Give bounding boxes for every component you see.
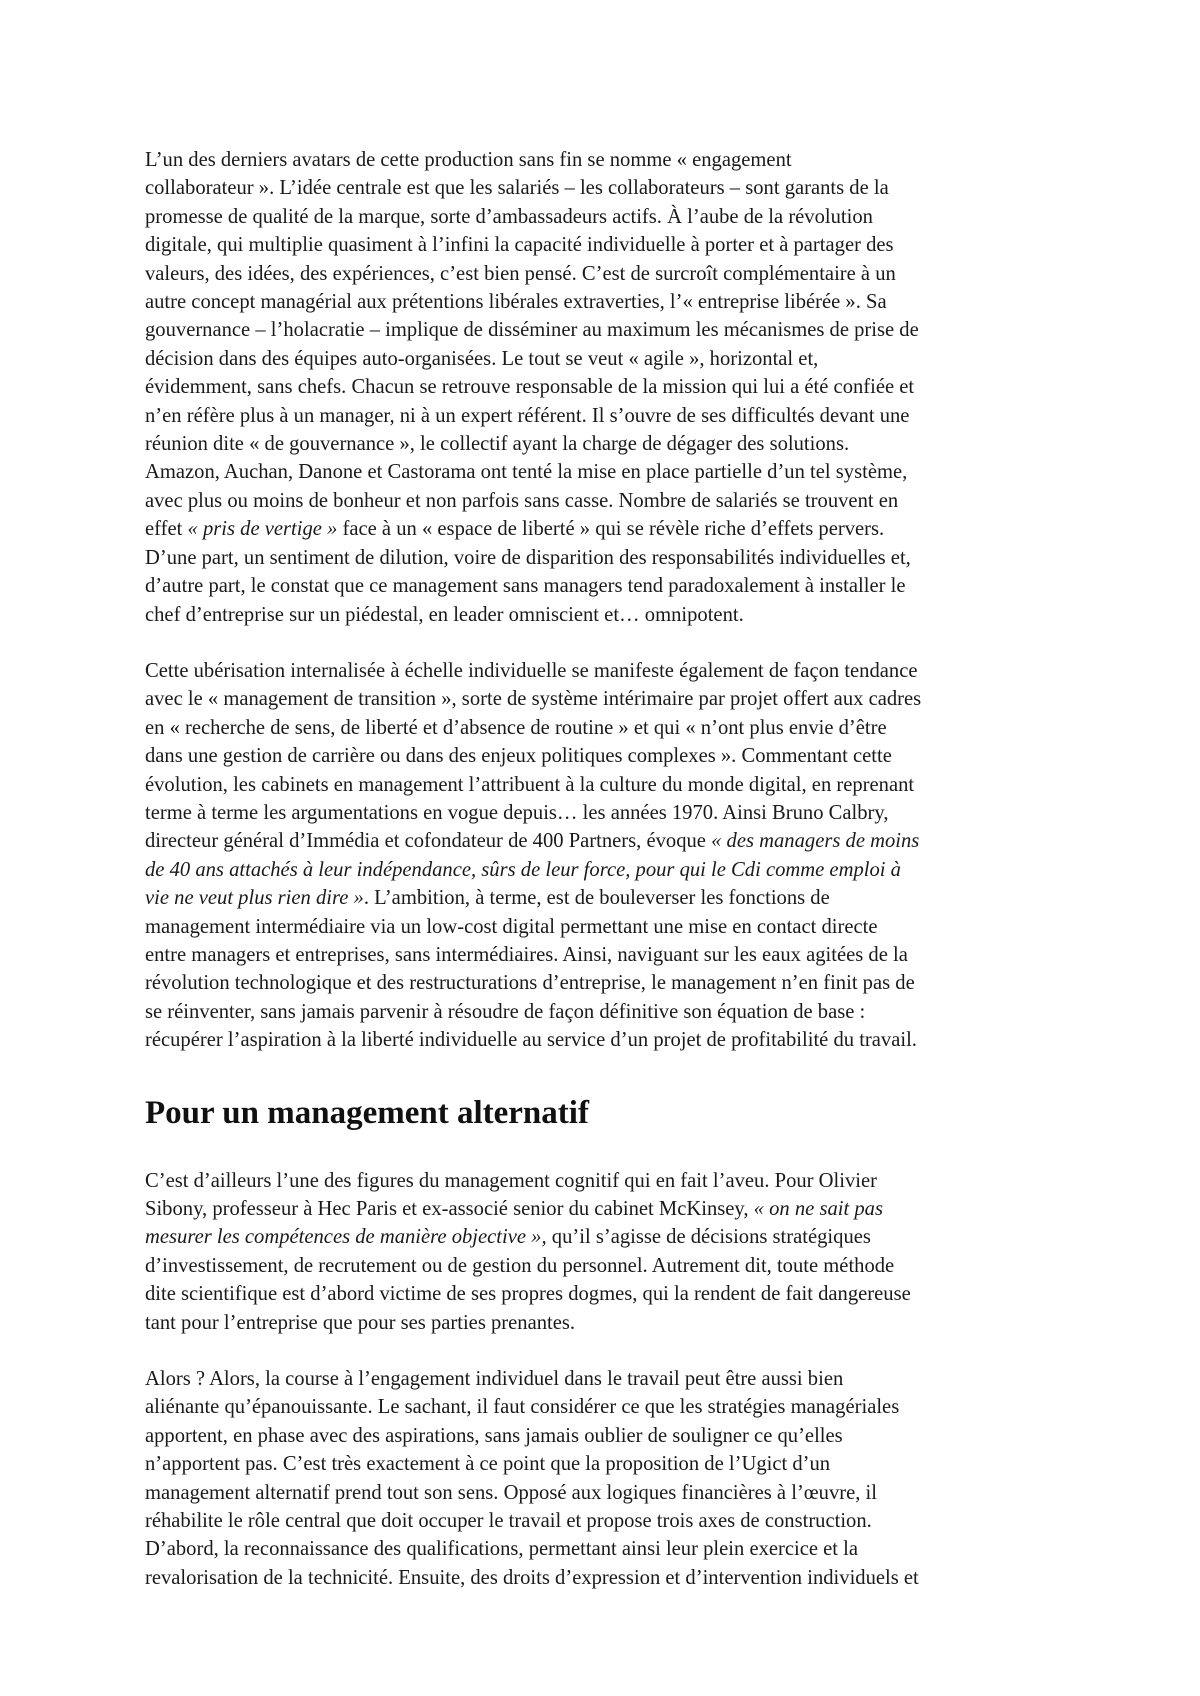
text-line [145, 601, 1067, 629]
document-page [145, 146, 1067, 1592]
text-run: entre managers et entreprises, sans intermédiaires. Ainsi, naviguant sur les eaux agitées de la [145, 943, 908, 966]
text-line [145, 969, 1067, 997]
text-run: Cette ubérisation internalisée à échelle individuelle se manifeste également de façon tendance [145, 659, 918, 682]
text-run: d’investissement, de recrutement ou de gestion du personnel. Autrement dit, toute méthode [145, 1254, 895, 1277]
quoted-text: « pris de vertige » [187, 518, 338, 541]
text-line [145, 998, 1067, 1026]
text-line [145, 1280, 1067, 1308]
quoted-text: « des managers de moins [711, 830, 920, 853]
text-run: réhabilite le rôle central que doit occuper le travail et propose trois axes de construction. [145, 1510, 872, 1533]
text-run: avec plus ou moins de bonheur et non parfois sans casse. Nombre de salariés se trouvent en [145, 489, 899, 512]
text-line [145, 345, 1067, 373]
text-line [145, 1564, 1067, 1592]
text-run: valeurs, des idées, des expériences, c’est bien pensé. C’est de surcroît complémentaire à un [145, 262, 896, 285]
text-line [145, 799, 1067, 827]
text-line [145, 1535, 1067, 1563]
text-line [145, 316, 1067, 344]
text-run: avec le « management de transition », sorte de système intérimaire par projet offert aux cadres [145, 688, 922, 711]
text-run: management alternatif prend tout son sens. Opposé aux logiques financières à l’œuvre, il [145, 1481, 878, 1504]
text-run: qu’il s’agisse de décisions stratégiques [546, 1226, 871, 1249]
text-run: apportent, en phase avec des aspirations, sans jamais oublier de souligner ce qu’elles [145, 1424, 843, 1447]
text-line [145, 203, 1067, 231]
text-run: décision dans des équipes auto-organisées. Le tout se veut « agile », horizontal et, [145, 347, 819, 370]
text-line [145, 1026, 1067, 1054]
text-run: D’une part, un sentiment de dilution, voire de disparition des responsabilités individuelles et, [145, 546, 911, 569]
text-run: dans une gestion de carrière ou dans des enjeux politiques complexes ». Commentant cette [145, 745, 892, 768]
text-run: L’un des derniers avatars de cette production sans fin se nomme « engagement [145, 149, 792, 171]
text-line [145, 146, 1067, 174]
text-run: management intermédiaire via un low-cost digital permettant une mise en contact directe [145, 915, 878, 938]
text-line [145, 174, 1067, 202]
text-line [145, 1422, 1067, 1450]
text-run: digitale, qui multiplie quasiment à l’infini la capacité individuelle à porter et à partager des [145, 234, 894, 257]
text-line [145, 1393, 1067, 1421]
paragraph-1 [145, 146, 1067, 629]
text-line [145, 458, 1067, 486]
text-line [145, 1507, 1067, 1535]
paragraph-3 [145, 1167, 1067, 1337]
text-line [145, 1479, 1067, 1507]
text-run: en « recherche de sens, de liberté et d’absence de routine » et qui « n’ont plus envie d’être [145, 716, 887, 739]
text-run: n’en réfère plus à un manager, ni à un expert référent. Il s’ouvre de ses difficultés devant une [145, 404, 910, 427]
text-run: Sibony, professeur à Hec Paris et ex-associé senior du cabinet McKinsey, [145, 1198, 754, 1220]
text-run: dite scientifique est d’abord victime de ses propres dogmes, qui la rendent de fait dangereuse [145, 1283, 911, 1306]
text-run: face à un « espace de liberté » qui se révèle riche d’effets pervers. [337, 518, 885, 541]
quoted-text: mesurer les compétences de manière objective », [145, 1226, 547, 1249]
text-run: promesse de qualité de la marque, sorte d’ambassadeurs actifs. À l’aube de la révolution [145, 205, 873, 228]
text-run: collaborateur ». L’idée centrale est que les salariés – les collaborateurs – sont garants de la [145, 177, 889, 200]
text-run: réunion dite « de gouvernance », le collectif ayant la charge de dégager des solutions. [145, 433, 850, 456]
text-line [145, 260, 1067, 288]
text-run: chef d’entreprise sur un piédestal, en leader omniscient et… omnipotent. [145, 603, 744, 626]
text-run: autre concept managérial aux prétentions libérales extraverties, l’« entreprise libérée ». Sa [145, 291, 887, 314]
section-heading: Pour un management alternatif [145, 1094, 589, 1131]
text-line [145, 1252, 1067, 1280]
text-run: révolution technologique et des restructurations d’entreprise, le management n’en finit pas de [145, 972, 915, 995]
text-run: directeur général d’Immédia et cofondateur de 400 Partners, évoque [145, 830, 712, 853]
text-line [145, 288, 1067, 316]
text-run: terme à terme les argumentations en vogue depuis… les années 1970. Ainsi Bruno Calbry, [145, 801, 889, 824]
text-run: Amazon, Auchan, Danone et Castorama ont tenté la mise en place partielle d’un tel système, [145, 461, 908, 484]
text-run: Alors ? Alors, la course à l’engagement individuel dans le travail peut être aussi bien [145, 1368, 844, 1391]
text-line [145, 1195, 1067, 1223]
text-line [145, 572, 1067, 600]
text-run: évidemment, sans chefs. Chacun se retrouve responsable de la mission qui lui a été confiée et [145, 376, 915, 399]
text-run: tant pour l’entreprise que pour ses parties prenantes. [145, 1311, 576, 1334]
text-line [145, 515, 1067, 543]
text-line [145, 685, 1067, 713]
paragraph-4 [145, 1365, 1067, 1592]
text-line [145, 544, 1067, 572]
paragraph-2 [145, 657, 1067, 1055]
text-line [145, 827, 1067, 855]
text-line [145, 1167, 1067, 1195]
text-line [145, 430, 1067, 458]
text-line [145, 856, 1067, 884]
text-run: . L’ambition, à terme, est de bouleverser les fonctions de [363, 887, 830, 910]
text-run: aliénante qu’épanouissante. Le sachant, il faut considérer ce que les stratégies managériales [145, 1396, 900, 1419]
text-run: évolution, les cabinets en management l’attribuent à la culture du monde digital, en reprenant [145, 773, 915, 796]
text-run: d’autre part, le constat que ce management sans managers tend paradoxalement à installer le [145, 575, 906, 598]
text-run: D’abord, la reconnaissance des qualifications, permettant ainsi leur plein exercice et la [145, 1538, 859, 1561]
text-run: n’apportent pas. C’est très exactement à ce point que la proposition de l’Ugict d’un [145, 1453, 831, 1476]
text-line [145, 714, 1067, 742]
text-run: revalorisation de la technicité. Ensuite, des droits d’expression et d’intervention individuels et [145, 1566, 919, 1589]
text-run: récupérer l’aspiration à la liberté individuelle au service d’un projet de profitabilité du travail. [145, 1029, 917, 1052]
text-line [145, 742, 1067, 770]
text-line [145, 657, 1067, 685]
text-line [145, 771, 1067, 799]
text-line [145, 941, 1067, 969]
text-line [145, 1450, 1067, 1478]
text-run: C’est d’ailleurs l’une des figures du management cognitif qui en fait l’aveu. Pour Olivier [145, 1169, 878, 1192]
quoted-text: « on ne sait pas [753, 1198, 883, 1220]
text-line [145, 913, 1067, 941]
text-line [145, 884, 1067, 912]
text-line [145, 231, 1067, 259]
text-line [145, 402, 1067, 430]
text-line [145, 1365, 1067, 1393]
text-line [145, 1223, 1067, 1251]
text-run: gouvernance – l’holacratie – implique de disséminer au maximum les mécanismes de prise de [145, 319, 919, 342]
quoted-text: vie ne veut plus rien dire » [145, 887, 364, 910]
text-run: se réinventer, sans jamais parvenir à résoudre de façon définitive son équation de base : [145, 1000, 866, 1023]
text-line [145, 373, 1067, 401]
quoted-text: de 40 ans attachés à leur indépendance, sûrs de leur force, pour qui le Cdi comme emploi à [145, 858, 901, 881]
text-line [145, 1309, 1067, 1337]
text-run: effet [145, 518, 188, 541]
text-line [145, 487, 1067, 515]
